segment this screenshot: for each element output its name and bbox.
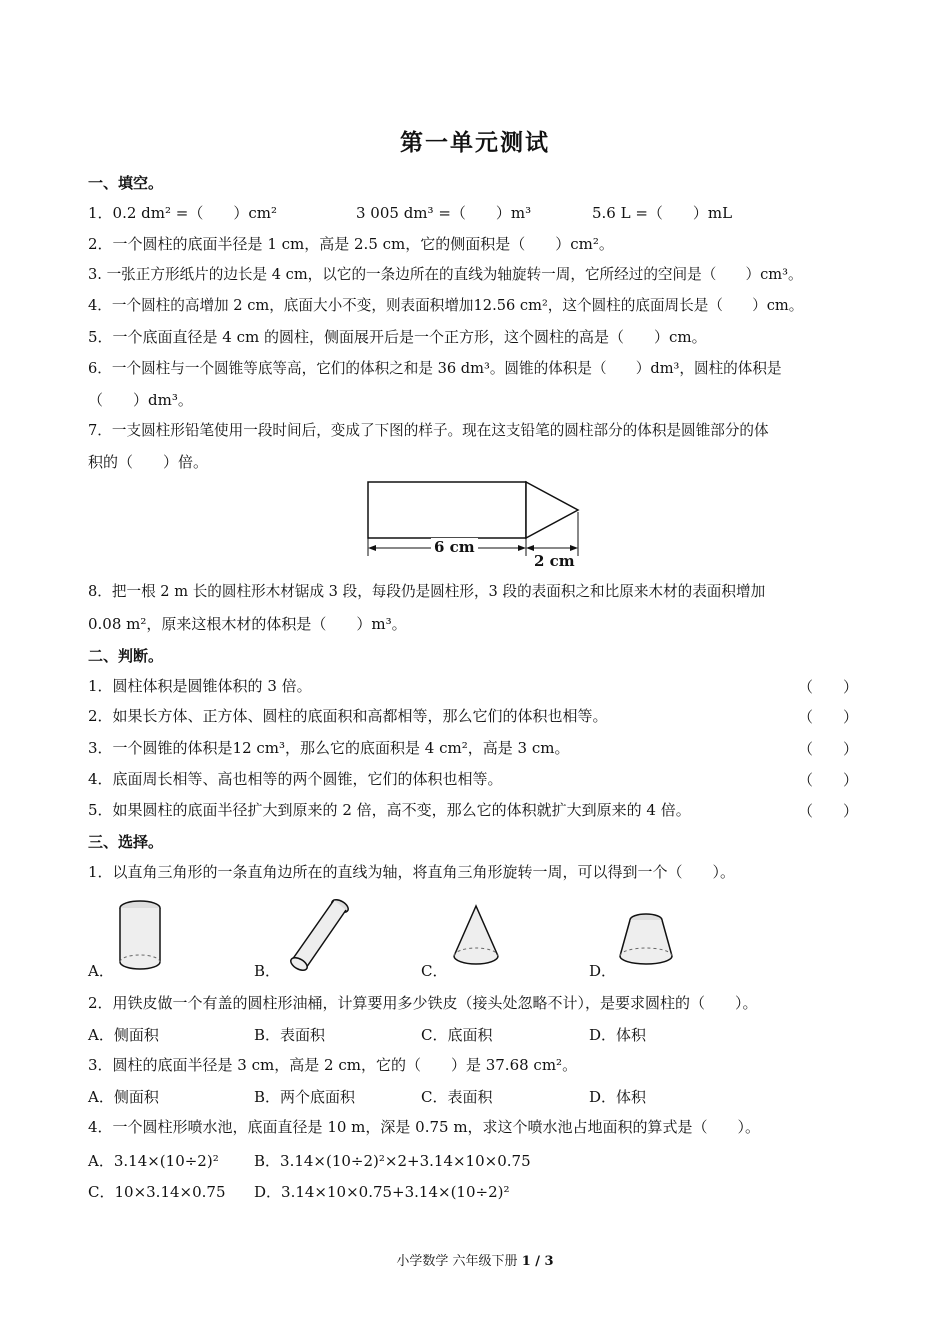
choose-q4: 4．一个圆柱形喷水池，底面直径是 10 m，深是 0.75 m，求这个喷水池占地面积的算式是（ ）。 [88, 1118, 761, 1136]
cylinder-icon [112, 896, 168, 976]
fill-q8-line1: 8．把一根 2 m 长的圆柱形木材锯成 3 段，每段仍是圆柱形，3 段的表面积之和比原来木材的表面积增加 [88, 583, 766, 600]
judge-item-2: 2．如果长方体、正方体、圆柱的底面积和高都相等，那么它们的体积也相等。 [88, 707, 608, 725]
pencil-cylinder-part [368, 482, 526, 538]
judge-answer-3: （ ） [798, 740, 859, 758]
pencil-label-2cm: 2 cm [534, 552, 575, 570]
choose-q4-option-a: A．3.14×(10÷2)² [88, 1152, 219, 1170]
fill-q1a: 1．0.2 dm² =（ ）cm² [88, 204, 277, 222]
page-footer [0, 1250, 950, 1269]
fill-q2: 2．一个圆柱的底面半径是 1 cm，高是 2.5 cm，它的侧面积是（ ）cm²。 [88, 235, 614, 253]
fill-q6-line2: （ ）dm³。 [88, 391, 193, 409]
choose-q1: 1．以直角三角形的一条直角边所在的直线为轴，将直角三角形旋转一周，可以得到一个（ ）。 [88, 863, 736, 881]
fill-q4: 4．一个圆柱的高增加 2 cm，底面大小不变，则表面积增加12.56 cm²，这个圆柱的底面周长是（ ）cm。 [88, 297, 804, 314]
footer-page-number: 1 / 3 [521, 1254, 554, 1269]
choose-q3-option-d: D．体积 [589, 1088, 647, 1106]
fill-q3: 3. 一张正方形纸片的边长是 4 cm，以它的一条边所在的直线为轴旋转一周，它所经过的空间是（ ）cm³。 [88, 266, 803, 283]
choose-q1-option-b: B． [254, 962, 281, 980]
pencil-label-6cm: 6 cm [431, 538, 478, 556]
judge-item-3: 3．一个圆锥的体积是12 cm³，那么它的底面积是 4 cm²，高是 3 cm。 [88, 739, 570, 757]
choose-q1-option-d: D． [589, 962, 617, 980]
choose-q3: 3．圆柱的底面半径是 3 cm，高是 2 cm，它的（ ）是 37.68 cm²。 [88, 1056, 578, 1074]
judge-answer-1: （ ） [798, 678, 859, 696]
choose-q3-option-b: B．两个底面积 [254, 1088, 356, 1106]
choose-q4-option-d: D．3.14×10×0.75+3.14×(10÷2)² [254, 1183, 510, 1201]
choose-q1-option-c: C． [421, 962, 448, 980]
frustum-icon [614, 910, 678, 972]
pencil-cone-part [526, 482, 578, 538]
judge-answer-2: （ ） [798, 708, 859, 726]
page-title: 第一单元测试 [400, 129, 550, 156]
cone-icon [448, 902, 504, 974]
choose-q4-option-b: B．3.14×(10÷2)²×2+3.14×10×0.75 [254, 1152, 531, 1170]
judge-item-4: 4．底面周长相等、高也相等的两个圆锥，它们的体积也相等。 [88, 770, 503, 788]
choose-q3-option-a: A．侧面积 [88, 1088, 159, 1106]
fill-q7-line1: 7．一支圆柱形铅笔使用一段时间后，变成了下图的样子。现在这支铅笔的圆柱部分的体积是圆锥部分的体 [88, 422, 769, 439]
fill-q5: 5．一个底面直径是 4 cm 的圆柱，侧面展开后是一个正方形，这个圆柱的高是（ ）cm。 [88, 328, 707, 346]
choose-q2-option-d: D．体积 [589, 1026, 647, 1044]
section-choose-heading: 三、选择。 [88, 833, 164, 851]
choose-q2-option-b: B．表面积 [254, 1026, 326, 1044]
fill-q1c: 5.6 L =（ ）mL [592, 204, 733, 222]
fill-q6-line1: 6．一个圆柱与一个圆锥等底等高，它们的体积之和是 36 dm³。圆锥的体积是（ ）dm³，圆柱的体积是 [88, 360, 782, 377]
fill-q1b: 3 005 dm³ =（ ）m³ [356, 204, 532, 222]
judge-answer-5: （ ） [798, 802, 859, 820]
choose-q4-option-c: C．10×3.14×0.75 [88, 1183, 226, 1201]
judge-answer-4: （ ） [798, 771, 859, 789]
fill-q7-line2: 积的（ ）倍。 [88, 453, 209, 471]
judge-item-5: 5．如果圆柱的底面半径扩大到原来的 2 倍，高不变，那么它的体积就扩大到原来的 4 倍。 [88, 801, 691, 819]
choose-q3-option-c: C．表面积 [421, 1088, 493, 1106]
section-fill-heading: 一、填空。 [88, 174, 164, 192]
choose-q2-option-a: A．侧面积 [88, 1026, 159, 1044]
footer-subject: 小学数学 六年级下册 [396, 1254, 518, 1269]
choose-q2-option-c: C．底面积 [421, 1026, 493, 1044]
choose-q1-option-a: A． [88, 962, 114, 980]
fill-q8-line2: 0.08 m²，原来这根木材的体积是（ ）m³。 [88, 615, 407, 633]
section-judge-heading: 二、判断。 [88, 647, 164, 665]
tilted-cylinder-icon [284, 894, 356, 976]
judge-item-1: 1．圆柱体积是圆锥体积的 3 倍。 [88, 677, 312, 695]
choose-q2: 2．用铁皮做一个有盖的圆柱形油桶，计算要用多少铁皮（接头处忽略不计），是要求圆柱的（ ）。 [88, 994, 758, 1012]
